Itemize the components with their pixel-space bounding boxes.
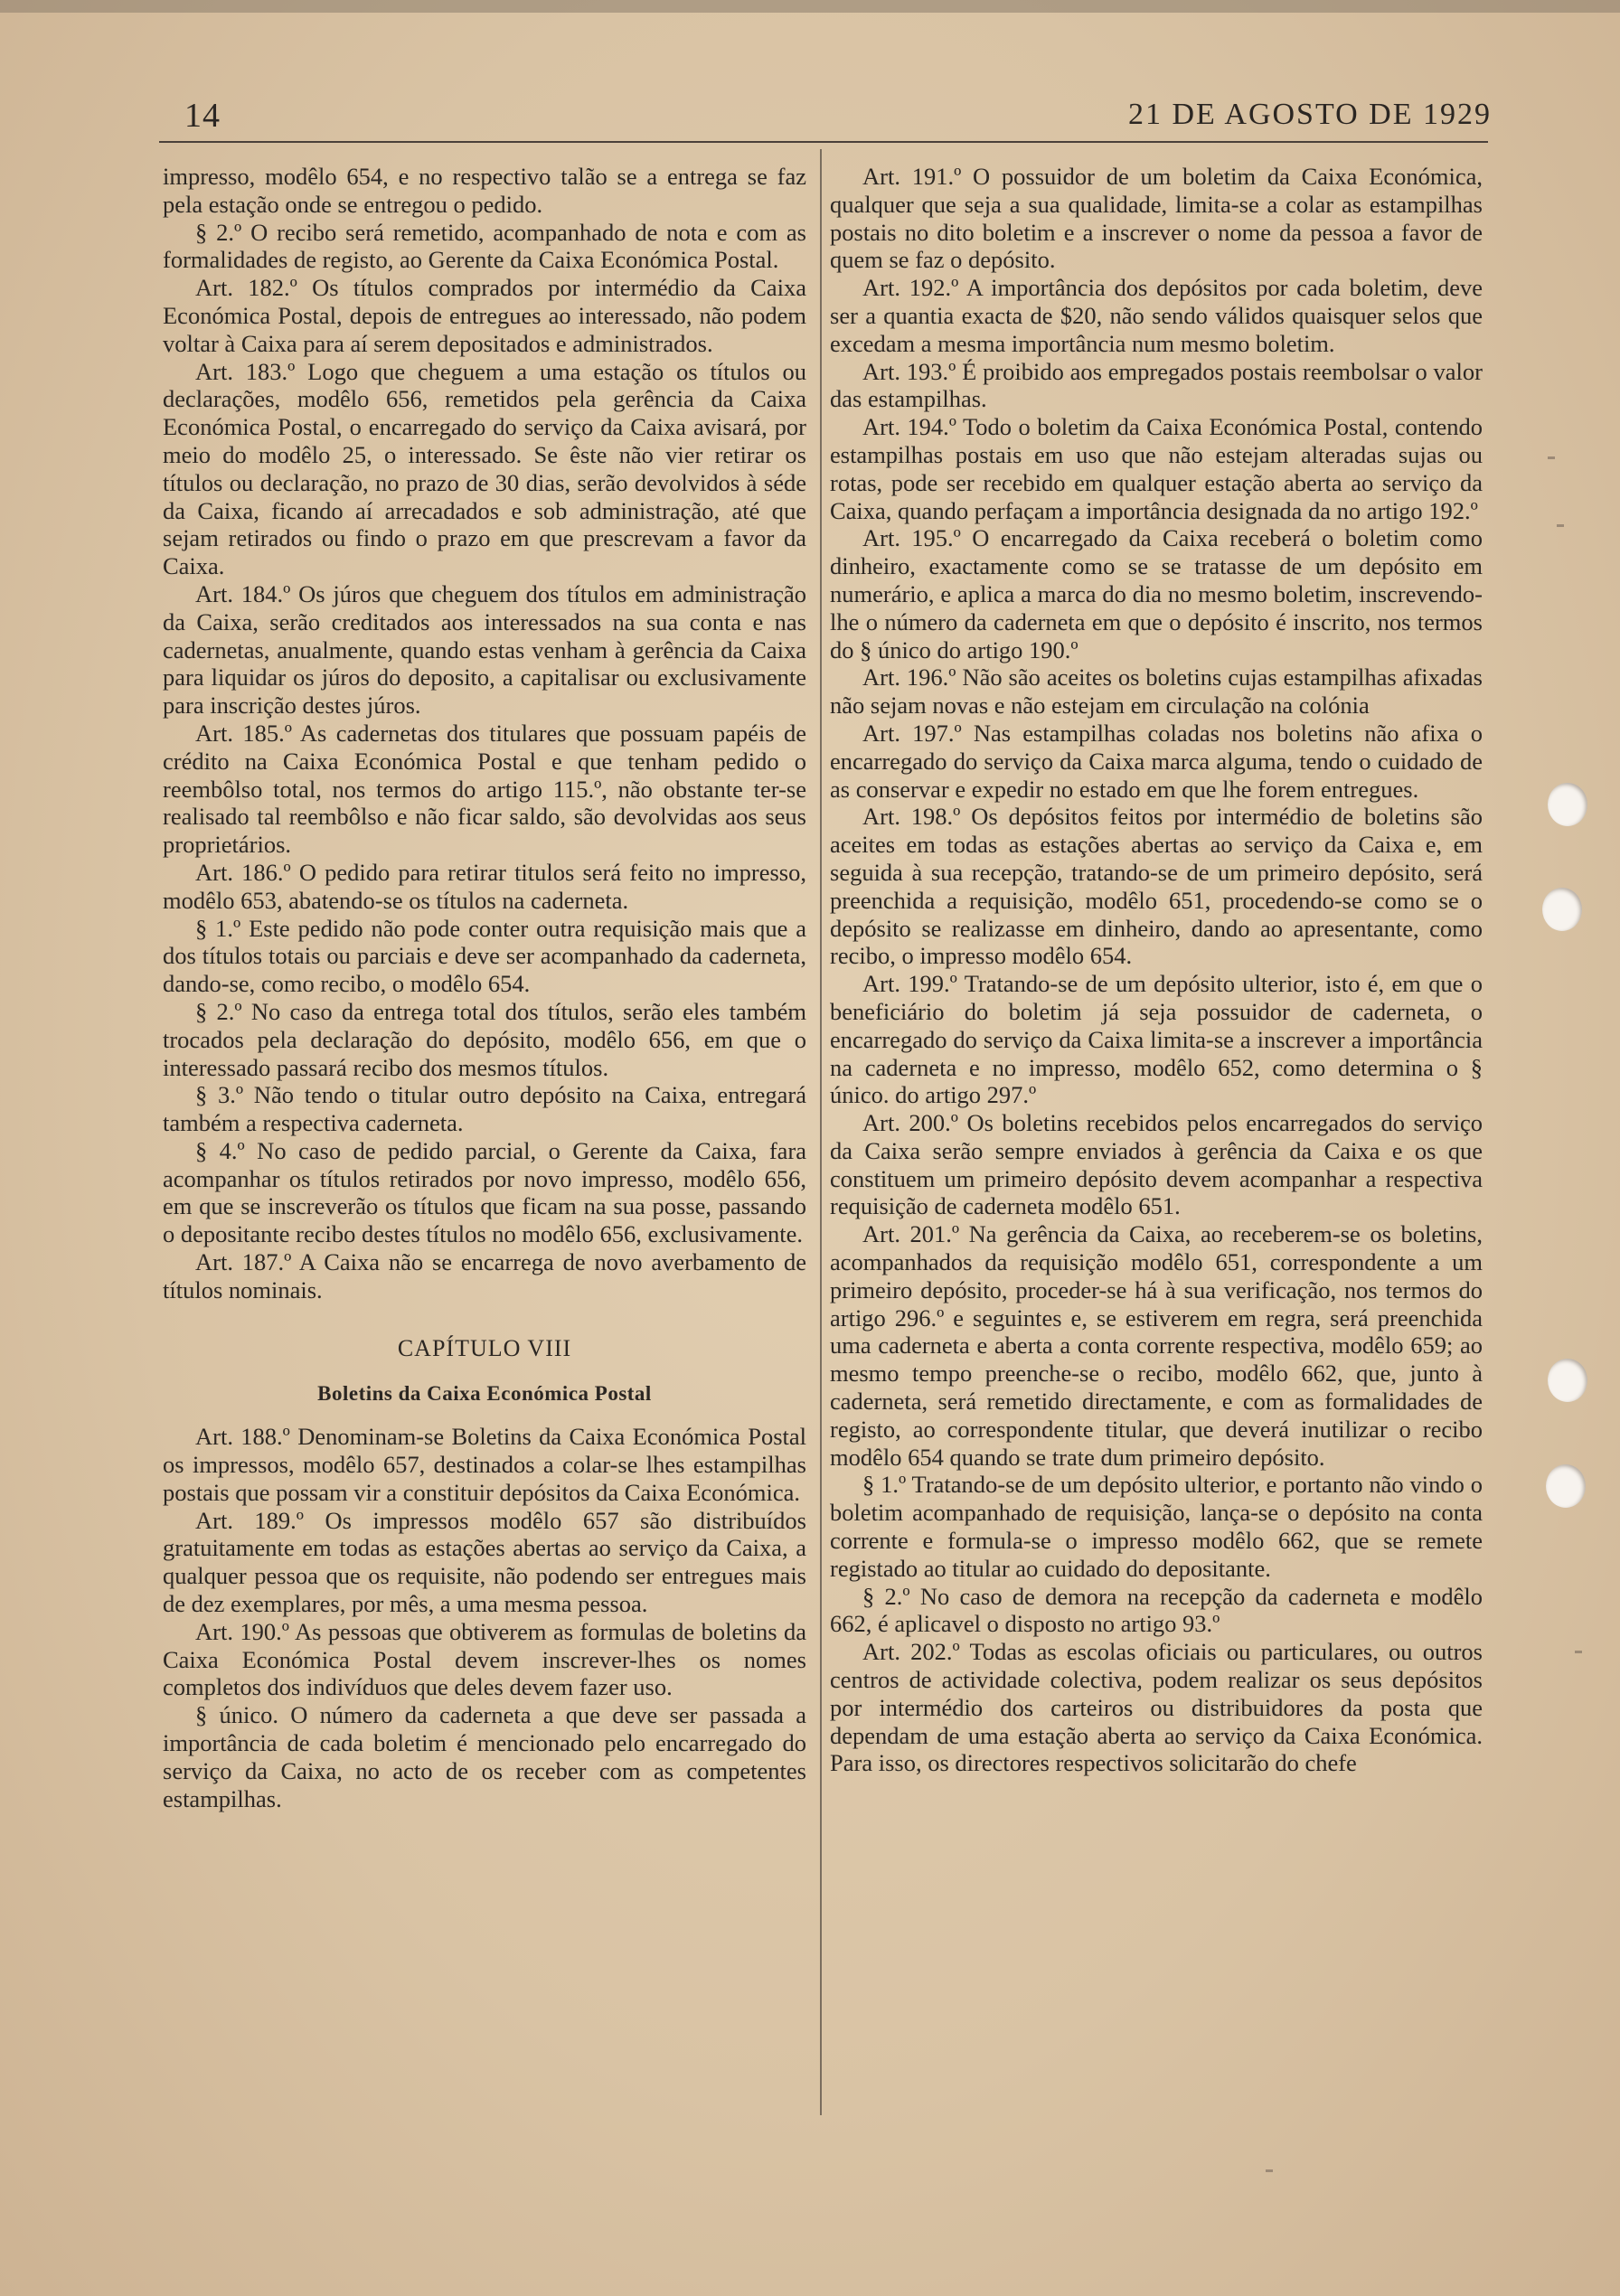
- chapter-heading: CAPÍTULO VIII: [397, 1334, 572, 1361]
- paragraph: Art. 193.º É proibido aos empregados postais reembolsar o valor das estampilhas.: [830, 357, 1483, 413]
- paragraph: Art. 197.º Nas estampilhas coladas nos boletins não afixa o encarregado do serviço da Caixa marca alguma, tendo o cuidado de as conservar e expedir no estado em que lhe forem entregues.: [830, 719, 1483, 803]
- paragraph: Art. 189.º Os impressos modêlo 657 são distribuídos gratuitamente em todas as estações abertas ao serviço da Caixa, a qualquer pessoa que os requisite, não podendo ser entregues mais de dez exemplares, por mês, a uma mesma pessoa.: [163, 1506, 806, 1618]
- paragraph: impresso, modêlo 654, e no respectivo talão se a entrega se faz pela estação onde se entregou o pedido.: [163, 163, 806, 218]
- paragraph: § 4.º No caso de pedido parcial, o Gerente da Caixa, fara acompanhar os títulos retirados por novo impresso, modêlo 656, em que se inscreverão os títulos que ficam na sua posse, passando o depositante recibo destes títulos no modêlo 656, exclusivamente.: [163, 1136, 806, 1248]
- paper-speck: [1575, 1651, 1582, 1653]
- punch-hole: [1542, 888, 1582, 931]
- paragraph: Art. 191.º O possuidor de um boletim da Caixa Económica, qualquer que seja a sua qualidade, limita-se a colar as estampilhas postais no dito boletim e a inscrever o nome da pessoa a favor de quem se faz o depósito.: [830, 163, 1483, 274]
- punch-hole: [1546, 1464, 1586, 1508]
- page-number: 14: [184, 97, 221, 135]
- left-column: [163, 163, 806, 1812]
- paragraph: § 2.º No caso de demora na recepção da caderneta e modêlo 662, é aplicavel o disposto no artigo 93.º: [830, 1582, 1483, 1638]
- paragraph: Art. 184.º Os júros que cheguem dos títulos em administração da Caixa, serão creditados aos interessados na sua conta e nas cadernetas, anualmente, quando estas venham à gerência da Caixa para liquidar os júros do deposito, a capitalisar ou exclusivamente para inscrição destes júros.: [163, 579, 806, 720]
- chapter-subheading: Boletins da Caixa Económica Postal: [317, 1382, 652, 1406]
- paragraph: § 2.º O recibo será remetido, acompanhado de nota e com as formalidades de registo, ao Gerente da Caixa Económica Postal.: [163, 218, 806, 274]
- paragraph: § 1.º Este pedido não pode conter outra requisição mais que a dos títulos totais ou parciais e deve ser acompanhado da caderneta, dando-se, como recibo, o modêlo 654.: [163, 914, 806, 998]
- paragraph: § 2.º No caso da entrega total dos títulos, serão eles também trocados pela declaração do depósito, modêlo 656, em que o interessado passará recibo dos mesmos títulos.: [163, 997, 806, 1081]
- page-header: [181, 90, 1492, 145]
- paragraph: Art. 182.º Os títulos comprados por intermédio da Caixa Económica Postal, depois de entregues ao interessado, não podem voltar à Caixa para aí serem depositados e administrados.: [163, 274, 806, 357]
- paragraph: Art. 202.º Todas as escolas oficiais ou particulares, ou outros centros de actividade colectiva, podem realizar os seus depósitos por intermédio dos carteiros ou distribuidores da posta que dependam de uma estação aberta ao serviço da Caixa Económica. Para isso, os directores respectivos solicitarão do chefe: [830, 1638, 1483, 1777]
- paragraph: Art. 199.º Tratando-se de um depósito ulterior, isto é, em que o beneficiário do boletim já seja possuidor de caderneta, o encarregado do serviço da Caixa limita-se a inscrever a importância na caderneta e no impresso, modêlo 652, como determina o § único. do artigo 297.º: [830, 970, 1483, 1109]
- right-column: [830, 163, 1483, 1777]
- paragraph: Art. 188.º Denominam-se Boletins da Caixa Económica Postal os impressos, modêlo 657, destinados a colar-se lhes estampilhas postais que possam vir a constituir depósitos da Caixa Económica.: [163, 1423, 806, 1506]
- paragraph: Art. 195.º O encarregado da Caixa receberá o boletim como dinheiro, exactamente como se se tratasse de um depósito em numerário, e aplica a marca do dia no mesmo boletim, inscrevendo-lhe o número da caderneta em que o depósito é inscrito, nos termos do § único do artigo 190.º: [830, 524, 1483, 663]
- paragraph: Art. 194.º Todo o boletim da Caixa Económica Postal, contendo estampilhas postais em uso que não estejam alteradas sujas ou rotas, pode ser recebido em qualquer estação aberta ao serviço da Caixa, quando perfaçam a importância designada da no artigo 192.º: [830, 413, 1483, 524]
- page-date: 21 DE AGOSTO DE 1929: [1127, 98, 1492, 131]
- paragraph: § 3.º Não tendo o titular outro depósito na Caixa, entregará também a respectiva caderneta.: [163, 1081, 806, 1137]
- paragraph: Art. 187.º A Caixa não se encarrega de novo averbamento de títulos nominais.: [163, 1248, 806, 1303]
- column-divider: [820, 149, 822, 2115]
- paragraph: Art. 192.º A importância dos depósitos por cada boletim, deve ser a quantia exacta de $20, não sendo válidos quaisquer selos que excedam a mesma importância num mesmo boletim.: [830, 274, 1483, 357]
- paragraph: Art. 201.º Na gerência da Caixa, ao receberem-se os boletins, acompanhados da requisição modêlo 651, correspondente a um primeiro depósito, proceder-se há à sua verificação, nos termos do artigo 296.º e seguintes e, se estiverem em regra, será preenchida uma caderneta e aberta a conta corrente respectiva, modêlo 659; ao mesmo tempo preenche-se o recibo, modêlo 662, que, junto à caderneta, será remetido directamente, e com as formalidades de registo, ao correspondente titular, que deverá inutilizar o recibo modêlo 654 quando se trate dum primeiro depósito.: [830, 1220, 1483, 1471]
- paper-speck: [1557, 524, 1564, 527]
- punch-hole: [1548, 1359, 1587, 1402]
- paper-speck: [1266, 2169, 1273, 2172]
- scan-top-edge: [0, 0, 1620, 13]
- punch-hole: [1548, 783, 1587, 826]
- paragraph: Art. 200.º Os boletins recebidos pelos encarregados do serviço da Caixa serão sempre enviados à gerência da Caixa e os que constituem um primeiro depósito devem acompanhar a respectiva requisição de caderneta modêlo 651.: [830, 1109, 1483, 1220]
- paragraph: § único. O número da caderneta a que deve ser passada a importância de cada boletim é mencionado pelo encarregado do serviço da Caixa, no acto de os receber com as competentes estampilhas.: [163, 1701, 806, 1812]
- header-rule: [159, 141, 1488, 143]
- paragraph: Art. 196.º Não são aceites os boletins cujas estampilhas afixadas não sejam novas e não estejam em circulação na colónia: [830, 663, 1483, 720]
- paragraph: Art. 185.º As cadernetas dos titulares que possuam papéis de crédito na Caixa Económica Postal e que tenham pedido o reembôlso total, nos termos do artigo 115.º, não obstante ter-se realisado tal reembôlso e não ficar saldo, são devolvidas aos seus proprietários.: [163, 719, 806, 859]
- paper-speck: [1548, 456, 1555, 459]
- paragraph: Art. 186.º O pedido para retirar titulos será feito no impresso, modêlo 653, abatendo-se os títulos na caderneta.: [163, 858, 806, 914]
- paragraph: Art. 183.º Logo que cheguem a uma estação os títulos ou declarações, modêlo 656, remetidos pela gerência da Caixa Económica Postal, o encarregado do serviço da Caixa avisará, por meio do modêlo 25, o interessado. Se êste não vier retirar os títulos ou declaração, no prazo de 30 dias, serão devolvidos à séde da Caixa, ficando aí arrecadados e sob administração, até que sejam retirados ou findo o prazo em que prescrevam a favor da Caixa.: [163, 357, 806, 580]
- paragraph: Art. 198.º Os depósitos feitos por intermédio de boletins são aceites em todas as estações abertas ao serviço da Caixa e, em seguida à sua recepção, tratando-se de um primeiro depósito, será preenchida a requisição, modêlo 651, procedendo-se como se o depósito se realizasse em dinheiro, dando ao apresentante, como recibo, o impresso modêlo 654.: [830, 803, 1483, 970]
- paragraph: § 1.º Tratando-se de um depósito ulterior, e portanto não vindo o boletim acompanhado de requisição, lança-se o depósito na conta corrente e formula-se o impresso modêlo 662, que se remete registado ao titular ao cuidado do depositante.: [830, 1471, 1483, 1582]
- paragraph: Art. 190.º As pessoas que obtiverem as formulas de boletins da Caixa Económica Postal devem inscrever-lhes os nomes completos dos indivíduos que deles devem fazer uso.: [163, 1617, 806, 1701]
